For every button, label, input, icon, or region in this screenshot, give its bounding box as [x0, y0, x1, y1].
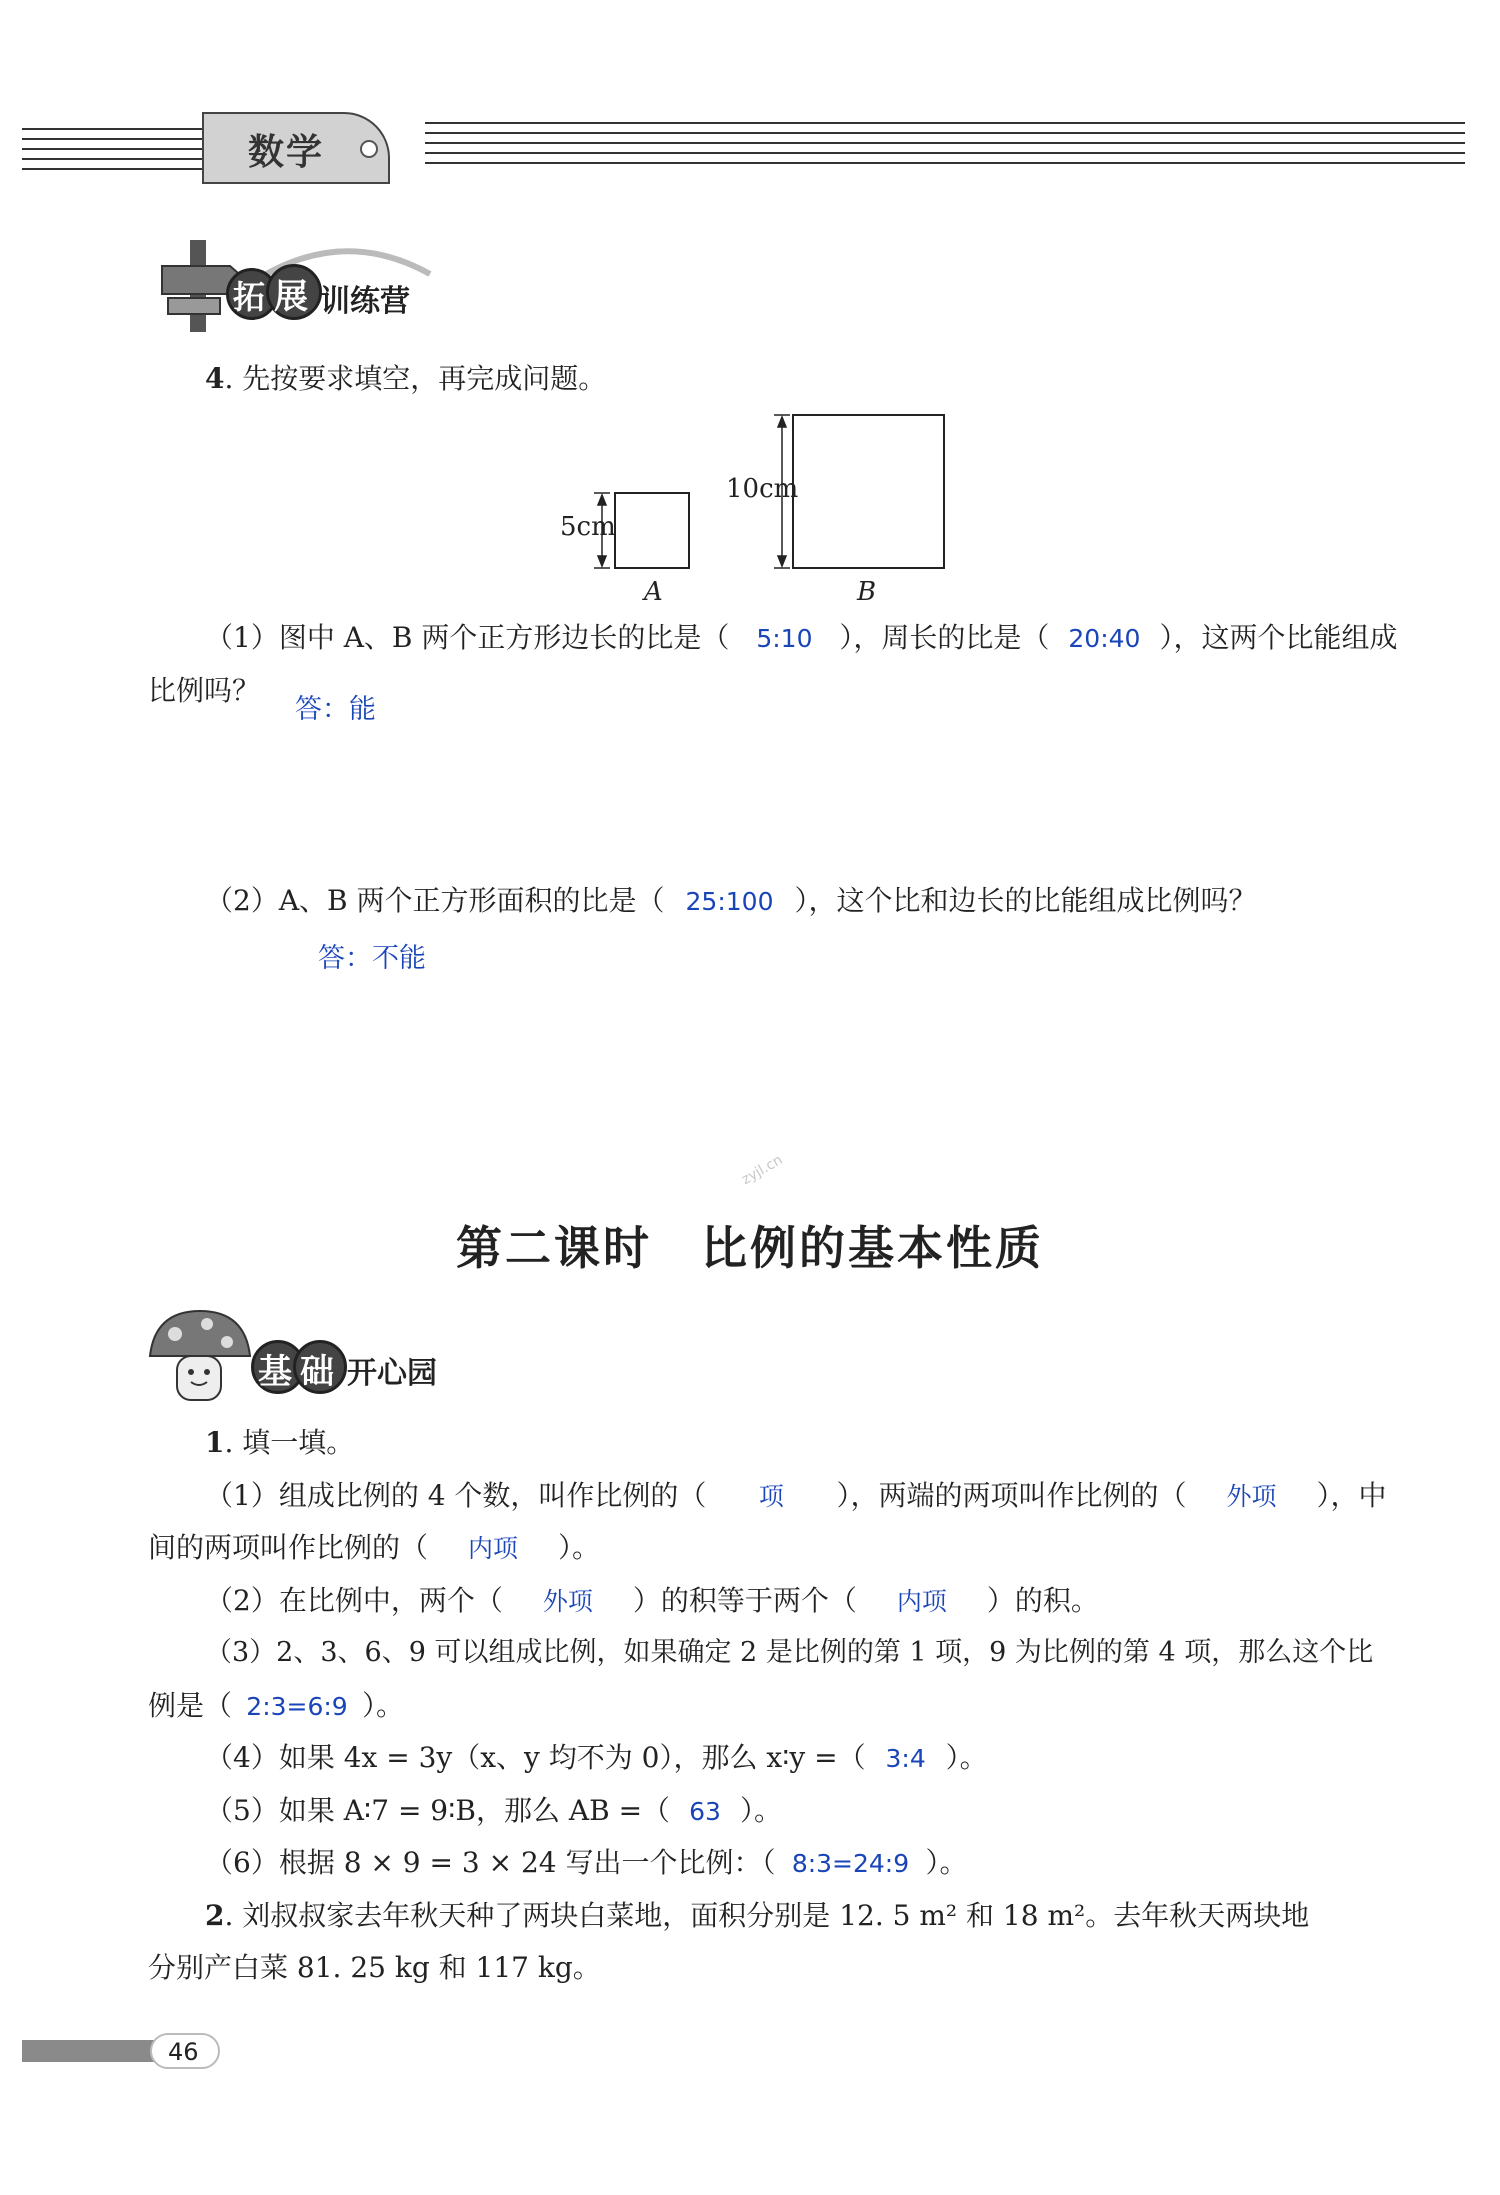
question-1-prompt: 1. 填一填。: [205, 1426, 355, 1459]
subject-tab: [202, 112, 390, 184]
banner-char-2: 展: [274, 277, 308, 317]
question-2-line2: 分别产白菜 81. 25 kg 和 117 kg。: [148, 1951, 601, 1984]
square-a: [615, 493, 689, 568]
banner-char-1: 拓: [233, 278, 266, 316]
question-4-part-1: （1）图中 A、B 两个正方形边长的比是（ 5:10 ），周长的比是（ 20:40 ），这两个比能组成: [205, 621, 1398, 654]
lesson-title: 第二课时 比例的基本性质: [456, 1221, 1044, 1275]
section-banner-extension: [160, 236, 460, 336]
square-label-b: B: [857, 577, 877, 607]
answer-ratio-area: 25:100: [685, 887, 774, 916]
square-b: [793, 415, 944, 568]
answer-x-to-y: 3:4: [885, 1744, 926, 1773]
question-4-prompt: 4. 先按要求填空，再完成问题。: [205, 362, 607, 395]
q1-sub-3-line2: 例是（ 2:3=6:9 ）。: [148, 1689, 405, 1722]
answer-proportion: 2:3=6:9: [246, 1692, 348, 1721]
banner-char-3: 基: [258, 1352, 292, 1392]
question-number: 2: [205, 1899, 225, 1932]
q1-sub-2: （2）在比例中，两个（ 外项 ）的积等于两个（ 内项 ）的积。: [205, 1584, 1099, 1617]
answer-part-1: 答：能: [295, 694, 376, 725]
mushroom-icon: [145, 1306, 255, 1406]
answer-outer-product: 外项: [542, 1587, 593, 1616]
answer-inner-product: 内项: [896, 1587, 947, 1616]
question-4-part-2: （2）A、B 两个正方形面积的比是（ 25:100 ），这个比和边长的比能组成比例吗？: [205, 884, 1257, 917]
side-label-a: 5cm: [560, 512, 616, 542]
question-number: 4: [205, 362, 225, 395]
tab-hole-icon: [360, 140, 378, 158]
q1-sub-1-line2: 间的两项叫作比例的（ 内项 ）。: [148, 1531, 601, 1564]
q1-sub-4: （4）如果 4x = 3y（x、y 均不为 0），那么 x∶y =（ 3:4 ）。: [205, 1741, 988, 1774]
answer-ratio-perimeter: 20:40: [1068, 624, 1141, 653]
subject-label: 数学: [248, 132, 325, 173]
q1-sub-1: （1）组成比例的 4 个数，叫作比例的（ 项 ），两端的两项叫作比例的（ 外项 ），中: [205, 1479, 1387, 1512]
answer-ratio-side: 5:10: [756, 624, 813, 653]
answer-part-2: 答：不能: [318, 943, 426, 974]
question-number: 1: [205, 1426, 225, 1459]
banner-rest: 训练营: [320, 284, 410, 319]
question-4-part-1-line2: 比例吗？: [148, 674, 261, 707]
page-footer-bar: [22, 2040, 157, 2062]
watermark: zyjl.cn: [738, 1151, 786, 1189]
q1-sub-3: （3）2、3、6、9 可以组成比例，如果确定 2 是比例的第 1 项，9 为比例的第 4 项，那么这个比: [205, 1637, 1374, 1668]
section-banner-basics: [145, 1306, 485, 1406]
answer-inner-terms: 内项: [468, 1534, 519, 1563]
q1-sub-6: （6）根据 8 × 9 = 3 × 24 写出一个比例：（ 8:3=24:9 ）。: [205, 1846, 968, 1879]
q1-sub-5: （5）如果 A∶7 = 9∶B，那么 AB =（ 63 ）。: [205, 1794, 783, 1827]
banner-rest-2: 开心园: [347, 1356, 437, 1391]
square-label-a: A: [644, 577, 663, 607]
side-label-b: 10cm: [726, 474, 799, 504]
question-2-line1: 2. 刘叔叔家去年秋天种了两块白菜地，面积分别是 12. 5 m² 和 18 m²。去年秋天两块地: [205, 1899, 1310, 1932]
answer-outer-terms: 外项: [1226, 1482, 1277, 1511]
page-number: 46: [168, 2038, 199, 2066]
banner-char-4: 础: [300, 1352, 334, 1392]
answer-ab: 63: [689, 1797, 721, 1826]
answer-write-proportion: 8:3=24:9: [791, 1849, 910, 1878]
answer-term: 项: [758, 1482, 784, 1511]
